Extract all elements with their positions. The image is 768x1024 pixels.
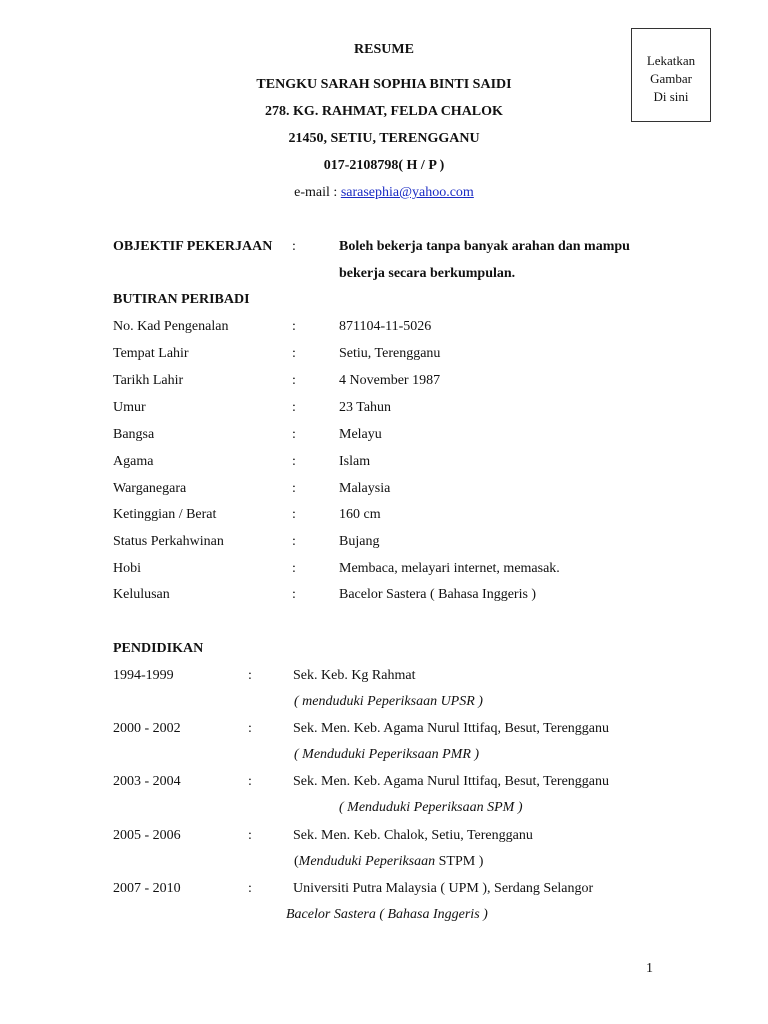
education-year: 1994-1999 bbox=[113, 668, 174, 683]
personal-row bbox=[0, 318, 768, 336]
personal-row bbox=[0, 372, 768, 390]
personal-row-label: Status Perkahwinan bbox=[113, 534, 224, 549]
education-school: Sek. Men. Keb. Chalok, Setiu, Terengganu bbox=[293, 828, 533, 843]
personal-row-value: Setiu, Terengganu bbox=[339, 346, 441, 361]
education-year: 2007 - 2010 bbox=[113, 881, 181, 896]
education-note-open: ( bbox=[294, 854, 299, 869]
education-entry bbox=[0, 773, 768, 791]
personal-row-colon: : bbox=[292, 373, 296, 388]
personal-row-value: Membaca, melayari internet, memasak. bbox=[339, 561, 560, 576]
phone-number: 017-2108798( H / P ) bbox=[323, 158, 445, 173]
personal-row-colon: : bbox=[292, 481, 296, 496]
education-colon: : bbox=[248, 668, 252, 683]
photo-placeholder-line-1: Lekatkan bbox=[646, 53, 696, 68]
page-number: 1 bbox=[646, 961, 653, 976]
personal-row-colon: : bbox=[292, 587, 296, 602]
personal-row bbox=[0, 506, 768, 524]
personal-row bbox=[0, 480, 768, 498]
objective-text-line-1: Boleh bekerja tanpa banyak arahan dan mampu bbox=[339, 239, 630, 254]
personal-row-colon: : bbox=[292, 561, 296, 576]
education-note: ( Menduduki Peperiksaan SPM ) bbox=[339, 800, 523, 815]
personal-row-value: Bujang bbox=[339, 534, 380, 549]
personal-row bbox=[0, 586, 768, 604]
personal-row-value: Bacelor Sastera ( Bahasa Inggeris ) bbox=[339, 587, 537, 602]
education-entry bbox=[0, 667, 768, 685]
education-school: Sek. Men. Keb. Agama Nurul Ittifaq, Besut, Terengganu bbox=[293, 721, 610, 736]
objective-text-line-2: bekerja secara berkumpulan. bbox=[339, 266, 516, 281]
objective-label: OBJEKTIF PEKERJAAN bbox=[113, 239, 273, 254]
personal-row bbox=[0, 345, 768, 363]
education-title: PENDIDIKAN bbox=[113, 641, 204, 656]
personal-row bbox=[0, 533, 768, 551]
personal-row-colon: : bbox=[292, 400, 296, 415]
personal-row-label: Ketinggian / Berat bbox=[113, 507, 217, 522]
personal-row-value: Melayu bbox=[339, 427, 382, 442]
personal-row-label: Agama bbox=[113, 454, 154, 469]
personal-row-colon: : bbox=[292, 454, 296, 469]
photo-placeholder-line-2: Gambar bbox=[650, 71, 692, 86]
personal-row-label: No. Kad Pengenalan bbox=[113, 319, 229, 334]
education-note: ( menduduki Peperiksaan UPSR ) bbox=[294, 694, 483, 709]
personal-row-value: 23 Tahun bbox=[339, 400, 392, 415]
education-colon: : bbox=[248, 721, 252, 736]
personal-row-label: Hobi bbox=[113, 561, 141, 576]
applicant-name: TENGKU SARAH SOPHIA BINTI SAIDI bbox=[256, 77, 512, 92]
personal-row-value: Islam bbox=[339, 454, 371, 469]
personal-row-label: Kelulusan bbox=[113, 587, 170, 602]
personal-row-colon: : bbox=[292, 346, 296, 361]
personal-row-label: Tempat Lahir bbox=[113, 346, 189, 361]
personal-row-colon: : bbox=[292, 427, 296, 442]
education-note: ( Menduduki Peperiksaan PMR ) bbox=[294, 747, 480, 762]
education-note-close: STPM ) bbox=[435, 854, 484, 869]
objective-colon: : bbox=[292, 239, 296, 254]
personal-row-colon: : bbox=[292, 534, 296, 549]
education-entry bbox=[0, 880, 768, 898]
education-year: 2003 - 2004 bbox=[113, 774, 181, 789]
education-note bbox=[294, 853, 483, 871]
email-line bbox=[0, 184, 768, 202]
address-line-2: 21450, SETIU, TERENGGANU bbox=[288, 131, 480, 146]
personal-row-label: Bangsa bbox=[113, 427, 155, 442]
education-note: Bacelor Sastera ( Bahasa Inggeris ) bbox=[286, 907, 488, 922]
education-colon: : bbox=[248, 828, 252, 843]
photo-placeholder-line-3: Di sini bbox=[653, 89, 689, 104]
personal-row-colon: : bbox=[292, 319, 296, 334]
email-link[interactable]: sarasephia@yahoo.com bbox=[340, 185, 474, 200]
personal-row-value: 871104-11-5026 bbox=[339, 319, 432, 334]
education-colon: : bbox=[248, 881, 252, 896]
education-year: 2005 - 2006 bbox=[113, 828, 181, 843]
education-school: Universiti Putra Malaysia ( UPM ), Serdang Selangor bbox=[293, 881, 594, 896]
education-entry bbox=[0, 720, 768, 738]
email-label: e-mail : bbox=[294, 185, 341, 200]
education-entry bbox=[0, 827, 768, 845]
personal-row-colon: : bbox=[292, 507, 296, 522]
personal-details-title: BUTIRAN PERIBADI bbox=[113, 292, 250, 307]
personal-row-value: Malaysia bbox=[339, 481, 391, 496]
education-school: Sek. Men. Keb. Agama Nurul Ittifaq, Besut, Terengganu bbox=[293, 774, 610, 789]
education-note-italic: Menduduki Peperiksaan bbox=[298, 854, 436, 869]
personal-row-label: Warganegara bbox=[113, 481, 187, 496]
education-year: 2000 - 2002 bbox=[113, 721, 181, 736]
personal-row-label: Tarikh Lahir bbox=[113, 373, 184, 388]
personal-row bbox=[0, 560, 768, 578]
personal-row bbox=[0, 453, 768, 471]
personal-row-value: 4 November 1987 bbox=[339, 373, 441, 388]
education-colon: : bbox=[248, 774, 252, 789]
education-school: Sek. Keb. Kg Rahmat bbox=[293, 668, 416, 683]
personal-row-value: 160 cm bbox=[339, 507, 381, 522]
personal-row bbox=[0, 426, 768, 444]
personal-row bbox=[0, 399, 768, 417]
address-line-1: 278. KG. RAHMAT, FELDA CHALOK bbox=[265, 104, 503, 119]
resume-title: RESUME bbox=[354, 42, 414, 57]
personal-row-label: Umur bbox=[113, 400, 146, 415]
